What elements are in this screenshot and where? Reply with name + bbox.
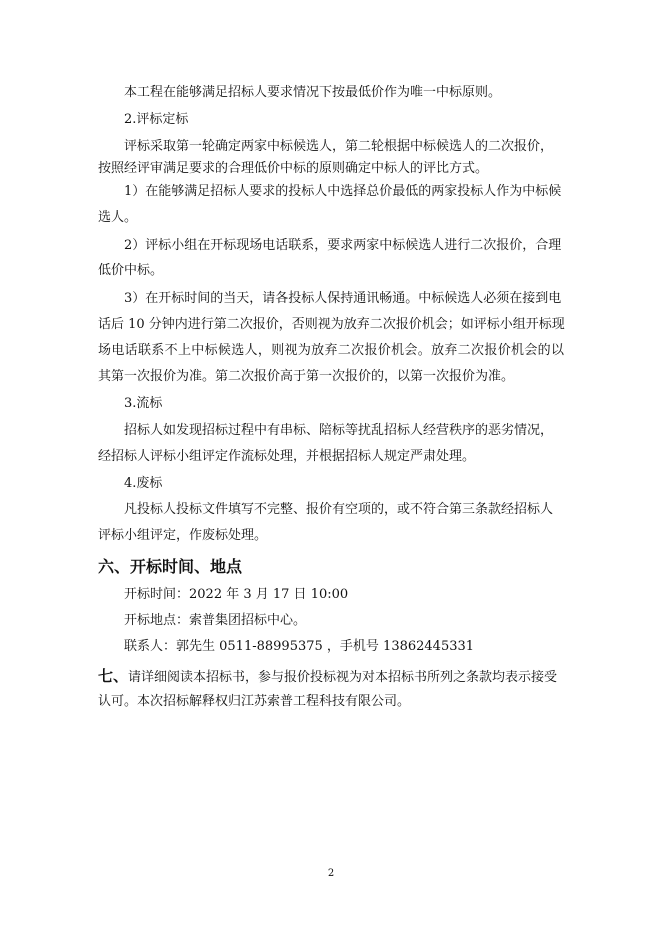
item-3-line-2: 话后 10 分钟内进行第二次报价，否则视为放弃二次报价机会；如评标小组开标现 — [98, 317, 565, 332]
section-2-title: 2.评标定标 — [124, 112, 189, 127]
section-4-title: 4.废标 — [124, 476, 163, 491]
contact-info: 联系人：郭先生 0511-88995375 ，手机号 13862445331 — [124, 639, 475, 654]
section-2-paragraph-line-1: 评标采取第一轮确定两家中标候选人，第二轮根据中标候选人的二次报价， — [124, 139, 554, 154]
heading-seven-number: 七、 — [98, 667, 129, 685]
section-4-paragraph-line-1: 凡投标人投标文件填写不完整、报价有空项的，或不符合第三条款经招标人 — [124, 502, 554, 517]
item-2-line-2: 低价中标。 — [98, 263, 164, 278]
heading-seven-text: 请详细阅读本招标书，参与报价投标视为对本招标书所列之条款均表示接受 — [128, 670, 558, 685]
intro-paragraph: 本工程在能够满足招标人要求情况下按最低价作为唯一中标原则。 — [124, 85, 502, 100]
heading-six: 六、开标时间、地点 — [98, 557, 243, 576]
section-3-paragraph-line-1: 招标人如发现招标过程中有串标、陪标等扰乱招标人经营秩序的恶劣情况， — [124, 423, 554, 438]
heading-seven-line-1 — [98, 668, 564, 686]
section-2-paragraph-line-2: 按照经评审满足要求的合理低价中标的原则确定中标人的评比方式。 — [98, 161, 489, 176]
item-3-line-4: 其第一次报价为准。第二次报价高于第一次报价的，以第一次报价为准。 — [98, 369, 515, 384]
item-2-line-1: 2）评标小组在开标现场电话联系，要求两家中标候选人进行二次报价，合理 — [124, 238, 562, 253]
section-4-paragraph-line-2: 评标小组评定，作废标处理。 — [98, 528, 268, 543]
item-1-line-1: 1）在能够满足招标人要求的投标人中选择总价最低的两家投标人作为中标候 — [124, 184, 562, 199]
opening-place: 开标地点：索普集团招标中心。 — [124, 613, 307, 628]
opening-time: 开标时间：2022 年 3 月 17 日 10:00 — [124, 587, 349, 602]
item-3-line-1: 3）在开标时间的当天，请各投标人保持通讯畅通。中标候选人必须在接到电 — [124, 291, 562, 306]
section-3-paragraph-line-2: 经招标人评标小组评定作流标处理，并根据招标人规定严肃处理。 — [98, 449, 476, 464]
item-3-line-3: 场电话联系不上中标候选人，则视为放弃二次报价机会。放弃二次报价机会的以 — [98, 343, 564, 358]
section-3-title: 3.流标 — [124, 396, 163, 411]
item-1-line-2: 选人。 — [98, 210, 138, 225]
page-number: 2 — [327, 868, 335, 879]
heading-seven-line-2: 认可。本次招标解释权归江苏索普工程科技有限公司。 — [98, 694, 411, 709]
